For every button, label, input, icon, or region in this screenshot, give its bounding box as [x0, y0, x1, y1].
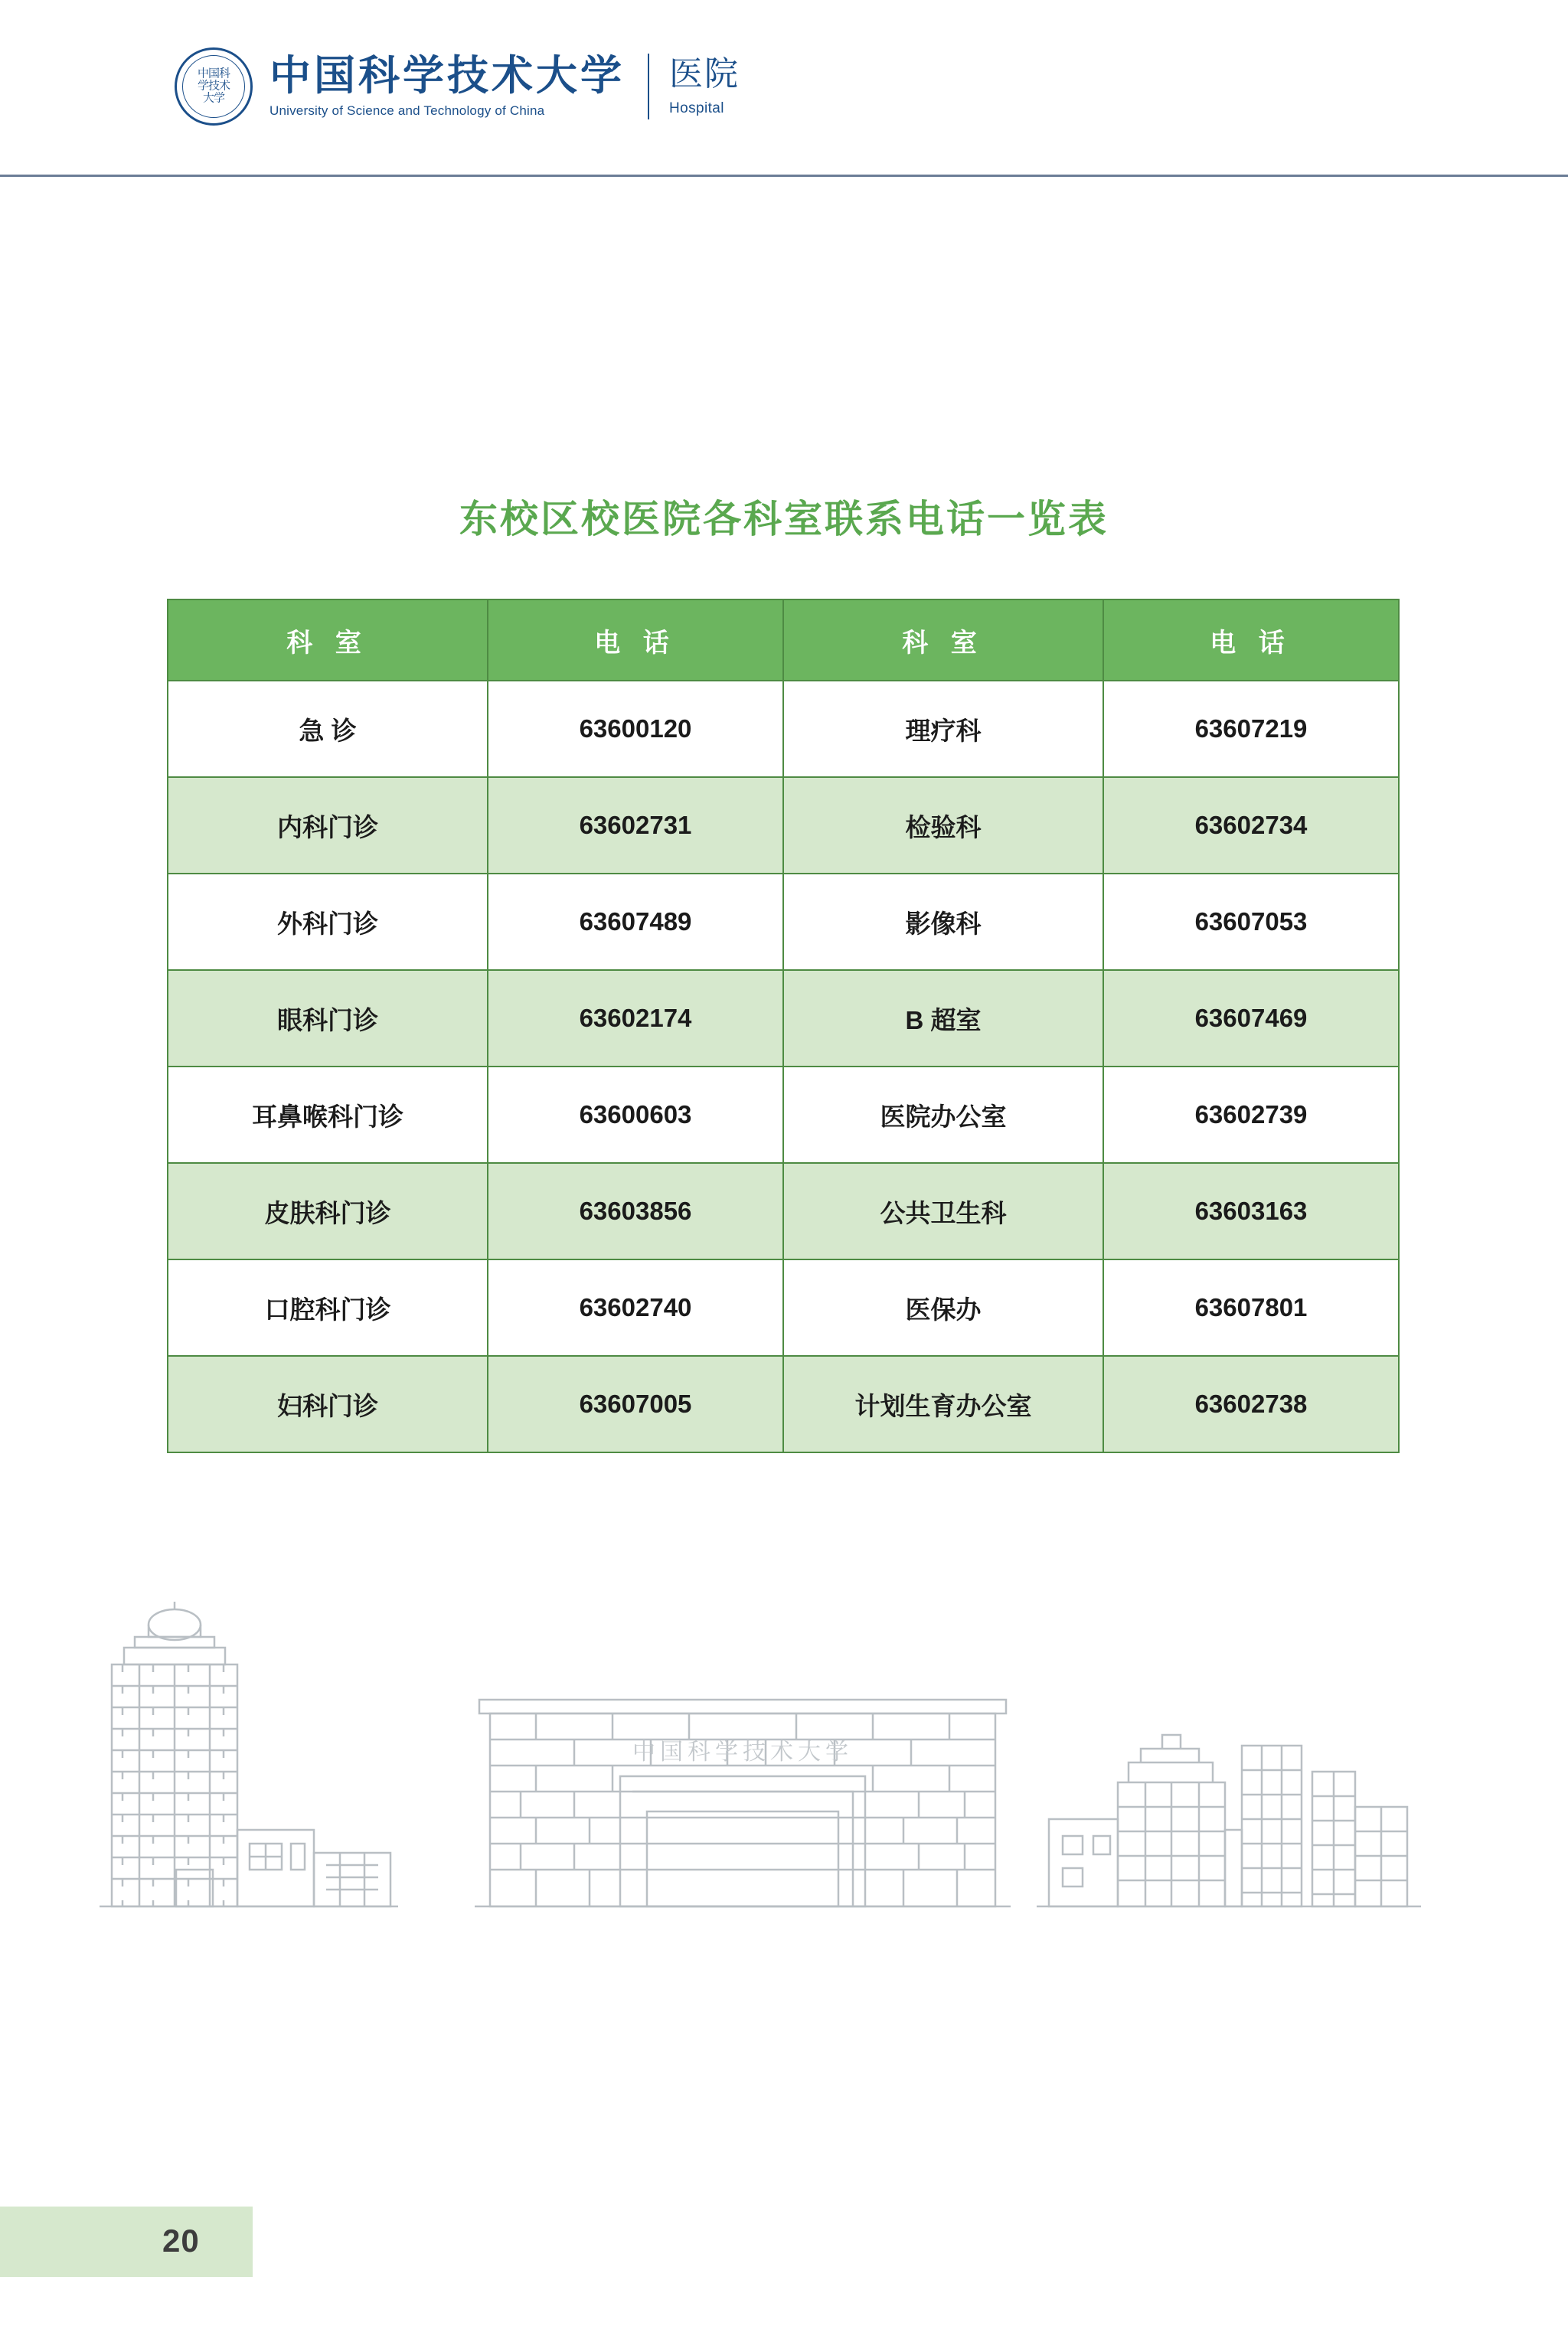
cell-phone: 63602740: [488, 1259, 783, 1356]
unit-name-cn: 医院: [669, 54, 740, 93]
cell-department: 计划生育办公室: [783, 1356, 1103, 1452]
cell-phone: 63602739: [1103, 1067, 1399, 1163]
unit-wordmark: [669, 56, 740, 117]
cell-phone: 63600120: [488, 681, 783, 777]
page-number: 20: [162, 2223, 200, 2259]
cell-department: 皮肤科门诊: [168, 1163, 488, 1259]
cell-phone: 63600603: [488, 1067, 783, 1163]
unit-name-en: Hospital: [669, 100, 724, 117]
hospital-building-icon: [100, 1602, 398, 1906]
column-header-department-2: 科 室: [783, 599, 1103, 681]
table-row: [168, 970, 1399, 1067]
cell-department: 医保办: [783, 1259, 1103, 1356]
cell-phone: 63602731: [488, 777, 783, 874]
table-row: [168, 681, 1399, 777]
logo-divider: [648, 54, 649, 119]
table-row: [168, 1163, 1399, 1259]
cell-department: 理疗科: [783, 681, 1103, 777]
cell-phone: 63607489: [488, 874, 783, 970]
footer-bar: [0, 2207, 253, 2277]
cell-department: 口腔科门诊: [168, 1259, 488, 1356]
table-row: [168, 1356, 1399, 1452]
table-row: [168, 1067, 1399, 1163]
usts-logo: [175, 47, 740, 126]
cell-department: 眼科门诊: [168, 970, 488, 1067]
campus-gate-icon: [475, 1700, 1011, 1906]
table-head: [168, 599, 1399, 681]
column-header-phone-1: 电 话: [488, 599, 783, 681]
cell-department: 检验科: [783, 777, 1103, 874]
cell-department: 医院办公室: [783, 1067, 1103, 1163]
cell-department: 耳鼻喉科门诊: [168, 1067, 488, 1163]
table-header-row: [168, 599, 1399, 681]
cell-phone: 63602734: [1103, 777, 1399, 874]
contacts-table-container: [167, 599, 1400, 1453]
cell-phone: 63603163: [1103, 1163, 1399, 1259]
cell-phone: 63607801: [1103, 1259, 1399, 1356]
cell-department: 急 诊: [168, 681, 488, 777]
cell-phone: 63607469: [1103, 970, 1399, 1067]
university-seal-icon: [175, 47, 253, 126]
cell-phone: 63602174: [488, 970, 783, 1067]
table-row: [168, 1259, 1399, 1356]
column-header-department-1: 科 室: [168, 599, 488, 681]
page-header: [0, 0, 1568, 178]
cell-phone: 63602738: [1103, 1356, 1399, 1452]
cell-department: 外科门诊: [168, 874, 488, 970]
skyline-svg: [84, 1600, 1485, 2014]
cell-department: 妇科门诊: [168, 1356, 488, 1452]
table-row: [168, 874, 1399, 970]
contacts-table: [167, 599, 1400, 1453]
cell-department: 影像科: [783, 874, 1103, 970]
table-row: [168, 777, 1399, 874]
cell-phone: 63607053: [1103, 874, 1399, 970]
page-title: 东校区校医院各科室联系电话一览表: [459, 498, 1109, 541]
cell-department: 公共卫生科: [783, 1163, 1103, 1259]
gate-inscription: 中国科学技术大学: [632, 1740, 853, 1765]
modern-buildings-icon: [1037, 1735, 1421, 1906]
cell-phone: 63603856: [488, 1163, 783, 1259]
cell-department: B 超室: [783, 970, 1103, 1067]
university-name-en: University of Science and Technology of China: [270, 103, 545, 118]
campus-skyline-illustration: [84, 1600, 1485, 2014]
university-name-cn: 中国科学技术大学: [270, 53, 625, 100]
cell-department: 内科门诊: [168, 777, 488, 874]
cell-phone: 63607005: [488, 1356, 783, 1452]
seal-inner-text: 中国科学技术大学: [197, 67, 230, 104]
cell-phone: 63607219: [1103, 681, 1399, 777]
header-rule: [0, 175, 1568, 177]
table-body: [168, 681, 1399, 1452]
university-wordmark: [270, 54, 625, 119]
column-header-phone-2: 电 话: [1103, 599, 1399, 681]
